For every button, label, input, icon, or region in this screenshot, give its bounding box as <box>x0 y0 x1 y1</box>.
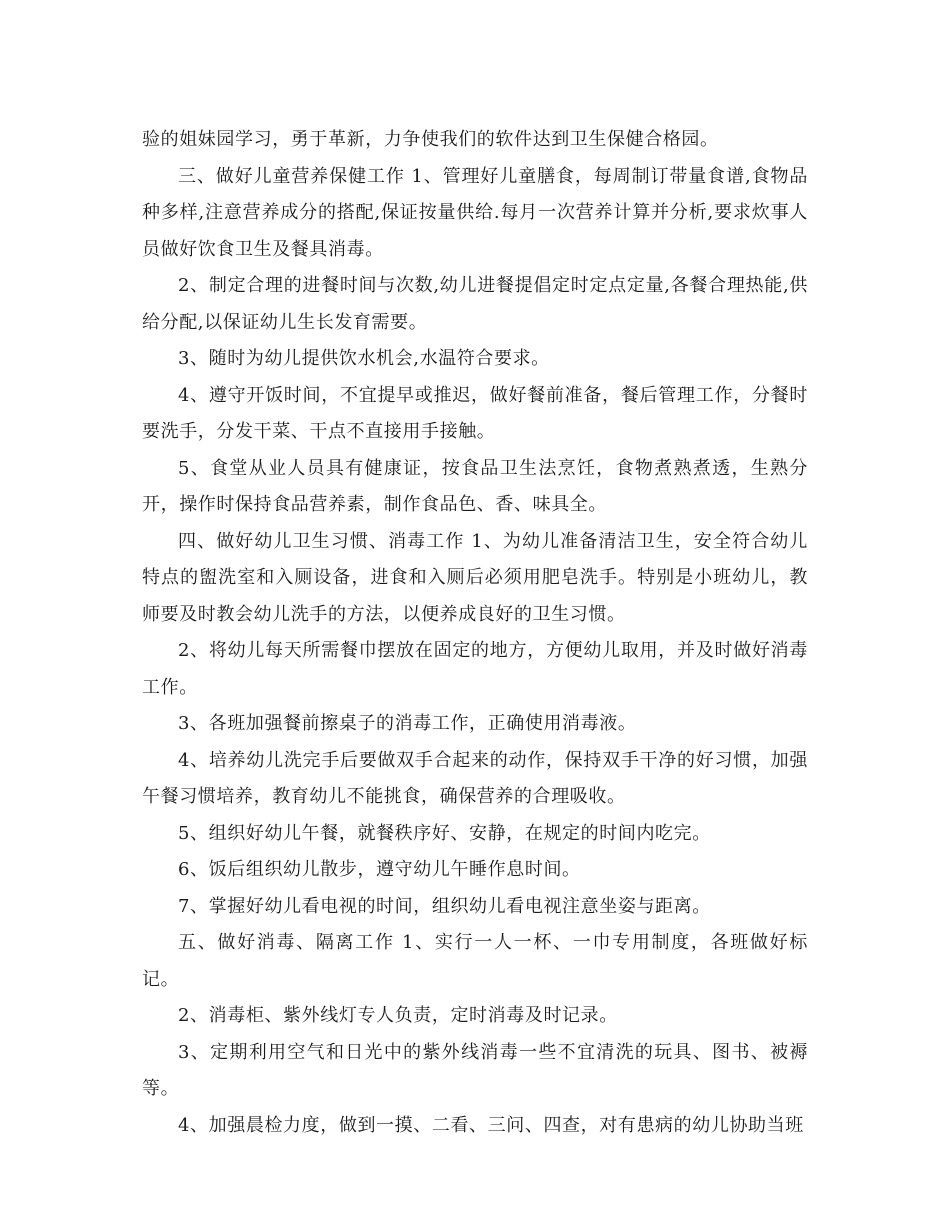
paragraph-9: 3、各班加强餐前擦桌子的消毒工作，正确使用消毒液。 <box>178 713 637 734</box>
document-body <box>142 122 808 1144</box>
paragraph-8: 2、将幼儿每天所需餐巾摆放在固定的地方，方便幼儿取用，并及时做好消毒工作。 <box>142 640 808 698</box>
paragraph-7: 四、做好幼儿卫生习惯、消毒工作 1、为幼儿准备清洁卫生，安全符合幼儿特点的盥洗室和入厕设备，进食和入厕后必须用肥皂洗手。特别是小班幼儿，教师要及时教会幼儿洗手的方法，以便养成良好的卫生习惯。 <box>142 530 808 625</box>
paragraph-14: 五、做好消毒、隔离工作 1、实行一人一杯、一巾专用制度，各班做好标记。 <box>142 932 808 990</box>
paragraph-4: 3、随时为幼儿提供饮水机会,水温符合要求。 <box>178 348 550 369</box>
paragraph-2: 三、做好儿童营养保健工作 1、管理好儿童膳食，每周制订带量食谱,食物品种多样,注意营养成分的搭配,保证按量供给.每月一次营养计算并分析,要求炊事人员做好饮食卫生及餐具消毒。 <box>142 165 808 260</box>
paragraph-16: 3、定期利用空气和日光中的紫外线消毒一些不宜清洗的玩具、图书、被褥等。 <box>142 1041 808 1099</box>
paragraph-10: 4、培养幼儿洗完手后要做双手合起来的动作，保持双手干净的好习惯，加强午餐习惯培养，教育幼儿不能挑食，确保营养的合理吸收。 <box>142 749 808 807</box>
paragraph-1: 验的姐妹园学习，勇于革新，力争使我们的软件达到卫生保健合格园。 <box>142 129 719 150</box>
paragraph-15: 2、消毒柜、紫外线灯专人负责，定时消毒及时记录。 <box>178 1005 618 1026</box>
paragraph-11: 5、组织好幼儿午餐，就餐秩序好、安静，在规定的时间内吃完。 <box>178 822 711 844</box>
paragraph-17: 4、加强晨检力度，做到一摸、二看、三问、四查，对有患病的幼儿协助当班 <box>178 1114 804 1136</box>
paragraph-13: 7、掌握好幼儿看电视的时间，组织幼儿看电视注意坐姿与距离。 <box>178 895 711 917</box>
paragraph-3: 2、制定合理的进餐时间与次数,幼儿进餐提倡定时定点定量,各餐合理热能,供给分配,以保证幼儿生长发育需要。 <box>142 275 808 333</box>
paragraph-6: 5、食堂从业人员具有健康证，按食品卫生法烹饪，食物煮熟煮透，生熟分开，操作时保持食品营养素，制作食品色、香、味具全。 <box>142 457 808 515</box>
paragraph-5: 4、遵守开饭时间，不宜提早或推迟，做好餐前准备，餐后管理工作，分餐时要洗手，分发干菜、干点不直接用手接触。 <box>142 384 808 442</box>
paragraph-12: 6、饭后组织幼儿散步，遵守幼儿午睡作息时间。 <box>178 859 581 880</box>
